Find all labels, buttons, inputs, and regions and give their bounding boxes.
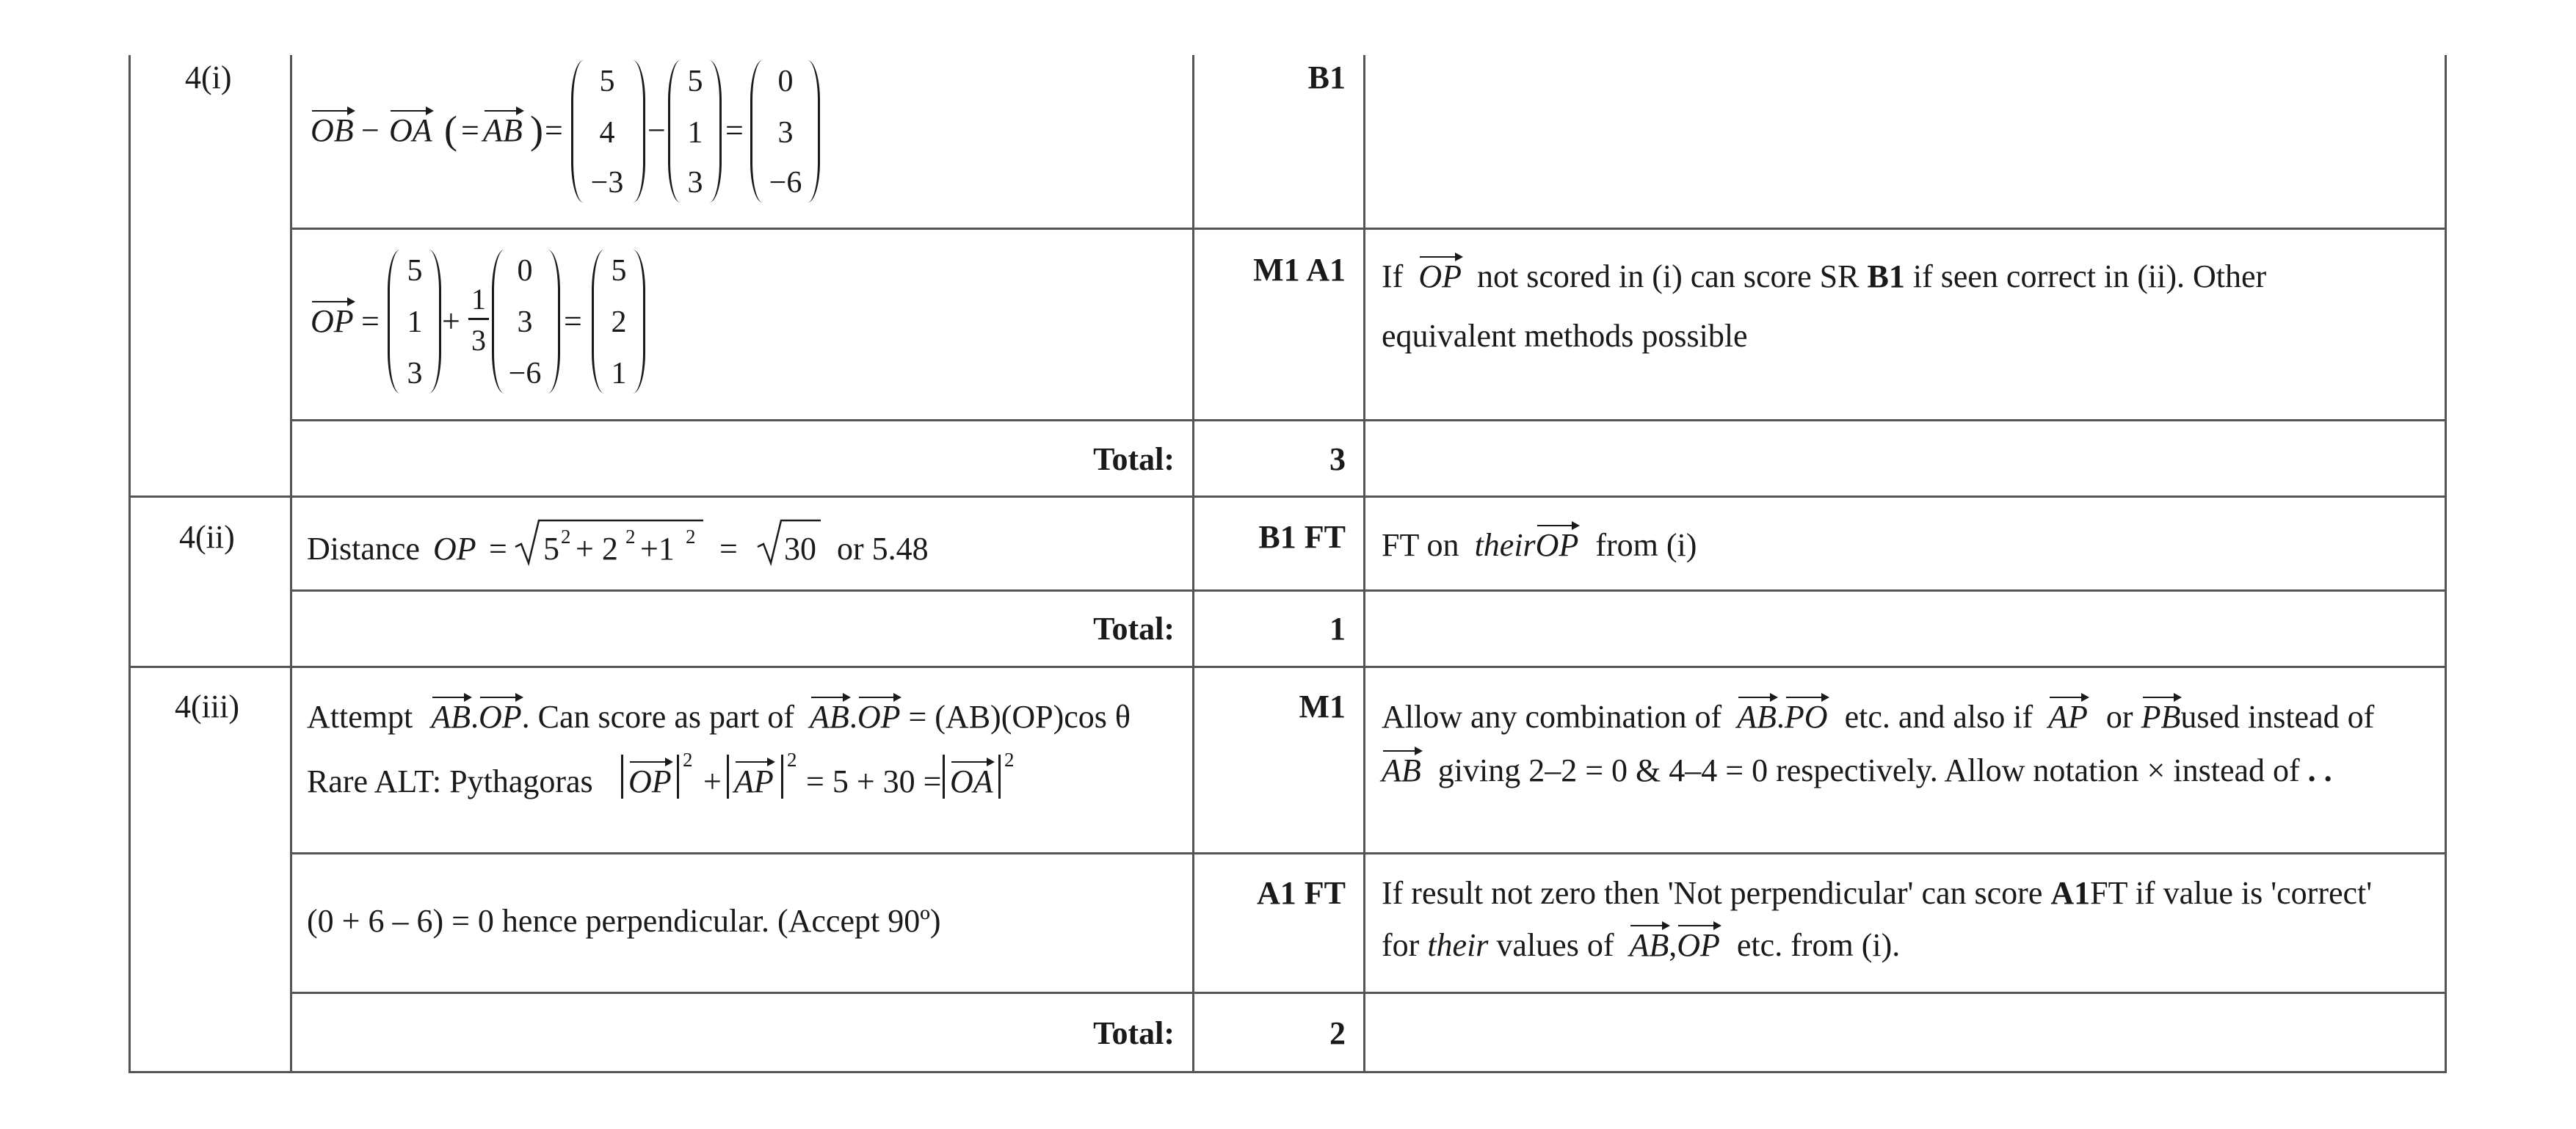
mark-scheme-table: 4(i) 4(ii) 4(iii) B1 M1 A1 B1 FT M1 A1 FT Total: 3 Total: 1 Total: 2 OB − OA ( = AB ) = 5 4 −3 − 5 1 3 = 0 3 −6 OP = 5 1 3 + 1 3 0 3 −6 = 5 2 1 If OP not scored in (i) can score SR B1 if seen correct in (ii). Other equivalent methods possible Distance OP = 5 2 + 2 2 +1 2 = 30 or 5.48 FT on theirOP from (i) Attempt AB.OP. Can score as part of AB.OP = (AB)(OP)cos θ Rare ALT: Pythagoras OP 2 + AP 2 = 5 + 30 = OA 2 Allow any combination of AB.PO etc. and also if AP or PBused instead of AB giving 2–2 = 0 & 4–4 = 0 respectively. Allow notation × instead of . . (0 + 6 – 6) = 0 hence perpendicular. (Accept 90º) If result not zero then 'Not perpendicular' can score A1FT if value is 'correct' for their values of AB,OP etc. from (i). — [0, 0, 2576, 1129]
vector-op: OP — [478, 699, 522, 735]
plus-sign: + — [442, 303, 460, 339]
vector-op: OP — [628, 763, 672, 799]
total-value: 2 — [1329, 1015, 1346, 1051]
equals-sign: = — [361, 303, 380, 339]
mark-code: A1 FT — [1257, 875, 1346, 911]
table-border-left — [128, 55, 131, 1073]
vector-op: OP — [1418, 258, 1462, 294]
vector-op: OP — [1677, 927, 1720, 963]
vector-ab: AB — [431, 699, 471, 735]
minus-sign: − — [647, 112, 666, 148]
row-divider — [290, 992, 2447, 994]
table-border-bottom — [128, 1071, 2447, 1073]
fraction-numerator: 1 — [471, 283, 486, 316]
total-label: Total: — [1093, 441, 1175, 477]
right-paren: ) — [530, 108, 543, 152]
question-label: 4(iii) — [175, 689, 239, 725]
column-divider-answer — [1192, 55, 1194, 1073]
table-border-right — [2445, 55, 2447, 1073]
question-label: 4(i) — [185, 59, 232, 95]
total-value: 1 — [1329, 611, 1346, 647]
mark-code: M1 — [1299, 689, 1346, 725]
vector-ab: AB — [1382, 752, 1421, 788]
vector-ab: AB — [483, 112, 523, 148]
row-divider — [128, 495, 2447, 498]
left-paren: ( — [444, 108, 457, 152]
scalar-product-working: Attempt AB.OP. Can score as part of AB.OP = (AB)(OP)cos θ — [307, 699, 1131, 735]
row-divider — [290, 852, 2447, 854]
vector-po: PO — [1784, 699, 1828, 735]
guidance-note: FT on theirOP from (i) — [1382, 527, 1697, 563]
minus-sign: − — [361, 112, 380, 148]
equals-sign: = — [725, 112, 744, 148]
vector-ab: AB — [810, 699, 849, 735]
row-divider — [290, 589, 2447, 592]
mark-code: M1 A1 — [1253, 252, 1346, 288]
vector-pb: PB — [2141, 699, 2181, 735]
total-value: 3 — [1329, 441, 1346, 477]
vector-ob: OB — [311, 112, 354, 148]
vector-ab: AB — [1629, 927, 1669, 963]
vector-op: OP — [1535, 527, 1579, 563]
vector-oa: OA — [950, 763, 993, 799]
vector-oa: OA — [389, 112, 432, 148]
row-divider — [290, 419, 2447, 421]
question-label: 4(ii) — [179, 519, 235, 555]
vector-op: OP — [311, 303, 354, 339]
column-divider-question — [290, 55, 292, 1073]
row-divider — [290, 228, 2447, 230]
perpendicular-conclusion: (0 + 6 – 6) = 0 hence perpendicular. (Accept 90º) — [307, 903, 941, 939]
row-divider — [128, 666, 2447, 668]
mark-code: B1 — [1307, 59, 1346, 95]
vector-op: OP — [857, 699, 901, 735]
equals-sign: = — [545, 112, 563, 148]
fraction-denominator: 3 — [471, 324, 486, 357]
total-label: Total: — [1093, 611, 1175, 647]
equals-sign: = — [461, 112, 479, 148]
equals-sign: = — [564, 303, 582, 339]
vector-ab: AB — [1737, 699, 1777, 735]
fraction-bar — [468, 318, 489, 320]
vector-ap: AP — [2048, 699, 2088, 735]
total-label: Total: — [1093, 1015, 1175, 1051]
column-divider-marks — [1363, 55, 1365, 1073]
vector-ap: AP — [734, 763, 774, 799]
mark-code: B1 FT — [1258, 519, 1346, 555]
